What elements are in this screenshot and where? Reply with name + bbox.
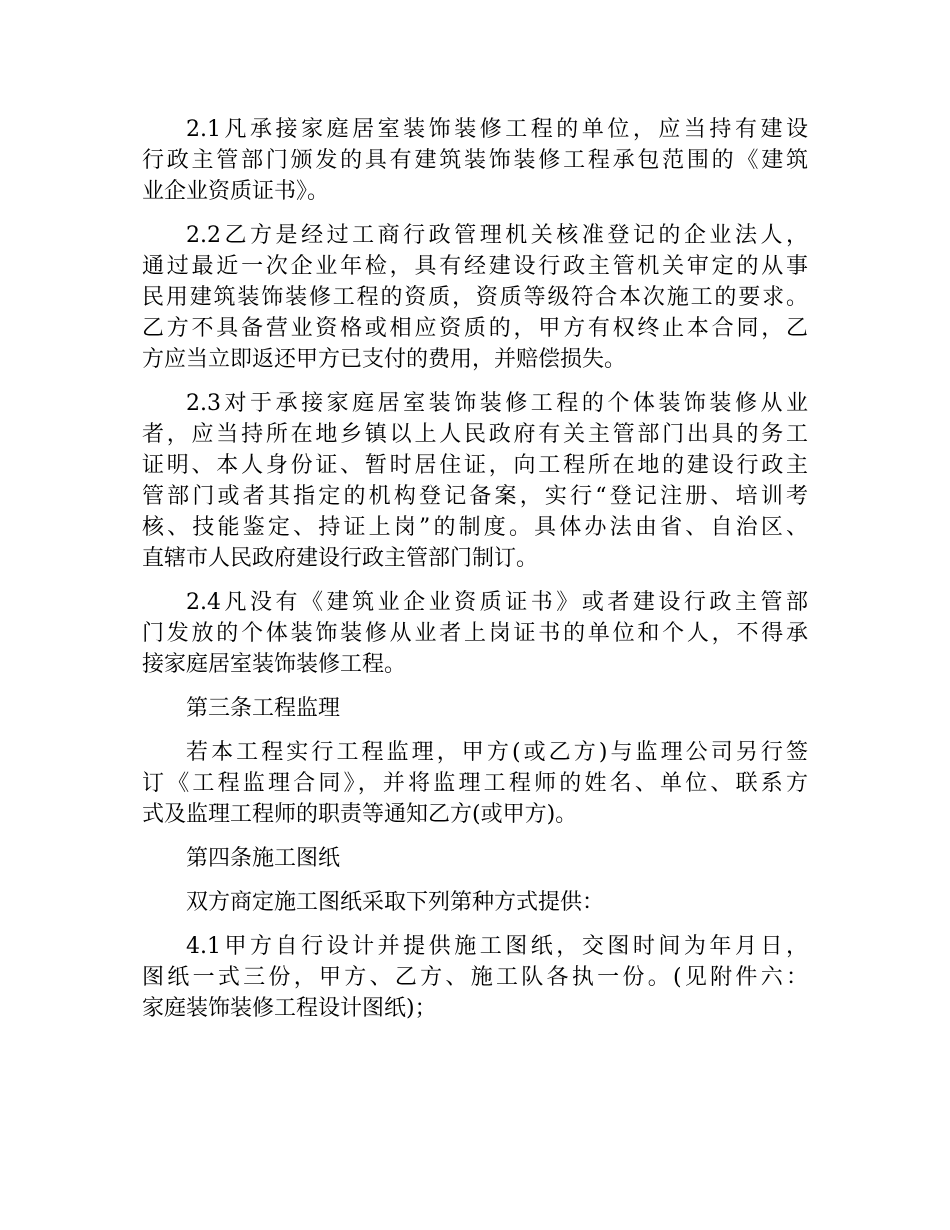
text-line: 若本工程实行工程监理，甲方(或乙方)与监理公司另行签 [186, 740, 808, 765]
text-line: 2.2乙方是经过工商行政管理机关核准登记的企业法人， [186, 223, 808, 248]
text-line: 行政主管部门颁发的具有建筑装饰装修工程承包范围的《建筑 [142, 148, 808, 173]
document-page [142, 114, 808, 1037]
text-line: 双方商定施工图纸采取下列第种方式提供： [186, 890, 605, 915]
text-line: 业企业资质证书》。 [142, 179, 330, 204]
text-line: 式及监理工程师的职责等通知乙方(或甲方)。 [142, 802, 578, 827]
text-line: 第三条工程监理 [186, 696, 341, 721]
text-line: 2.3对于承接家庭居室装饰装修工程的个体装饰装修从业 [186, 391, 808, 416]
paragraph-clause-2-4 [142, 587, 808, 680]
text-line: 门发放的个体装饰装修从业者上岗证书的单位和个人，不得承 [142, 621, 808, 646]
paragraph-article-4-heading [142, 843, 808, 874]
text-line: 4.1甲方自行设计并提供施工图纸，交图时间为年月日， [186, 934, 808, 959]
paragraph-article-3-body [142, 737, 808, 830]
text-line: 证明、本人身份证、暂时居住证，向工程所在地的建设行政主 [142, 453, 808, 478]
text-line: 2.1凡承接家庭居室装饰装修工程的单位，应当持有建设 [186, 117, 808, 142]
text-line: 管部门或者其指定的机构登记备案，实行“登记注册、培训考 [142, 484, 808, 509]
paragraph-clause-2-3 [142, 388, 808, 574]
text-line: 方应当立即返还甲方已支付的费用，并赔偿损失。 [142, 347, 627, 372]
paragraph-article-4-intro [142, 887, 808, 918]
text-line: 图纸一式三份，甲方、乙方、施工队各执一份。(见附件六： [142, 965, 808, 990]
text-line: 订《工程监理合同》，并将监理工程师的姓名、单位、联系方 [142, 771, 808, 796]
text-line: 民用建筑装饰装修工程的资质，资质等级符合本次施工的要求。 [142, 285, 808, 310]
paragraph-clause-2-1 [142, 114, 808, 207]
text-line: 直辖市人民政府建设行政主管部门制订。 [142, 546, 539, 571]
paragraph-clause-4-1 [142, 931, 808, 1024]
text-line: 者，应当持所在地乡镇以上人民政府有关主管部门出具的务工 [142, 422, 808, 447]
paragraph-article-3-heading [142, 693, 808, 724]
text-line: 通过最近一次企业年检，具有经建设行政主管机关审定的从事 [142, 254, 808, 279]
text-line: 接家庭居室装饰装修工程。 [142, 652, 407, 677]
text-line: 家庭装饰装修工程设计图纸)； [142, 996, 437, 1021]
text-line: 乙方不具备营业资格或相应资质的，甲方有权终止本合同，乙 [142, 316, 808, 341]
text-line: 核、技能鉴定、持证上岗”的制度。具体办法由省、自治区、 [142, 515, 808, 540]
paragraph-clause-2-2 [142, 220, 808, 375]
text-line: 2.4凡没有《建筑业企业资质证书》或者建设行政主管部 [186, 590, 808, 615]
text-line: 第四条施工图纸 [186, 846, 341, 871]
